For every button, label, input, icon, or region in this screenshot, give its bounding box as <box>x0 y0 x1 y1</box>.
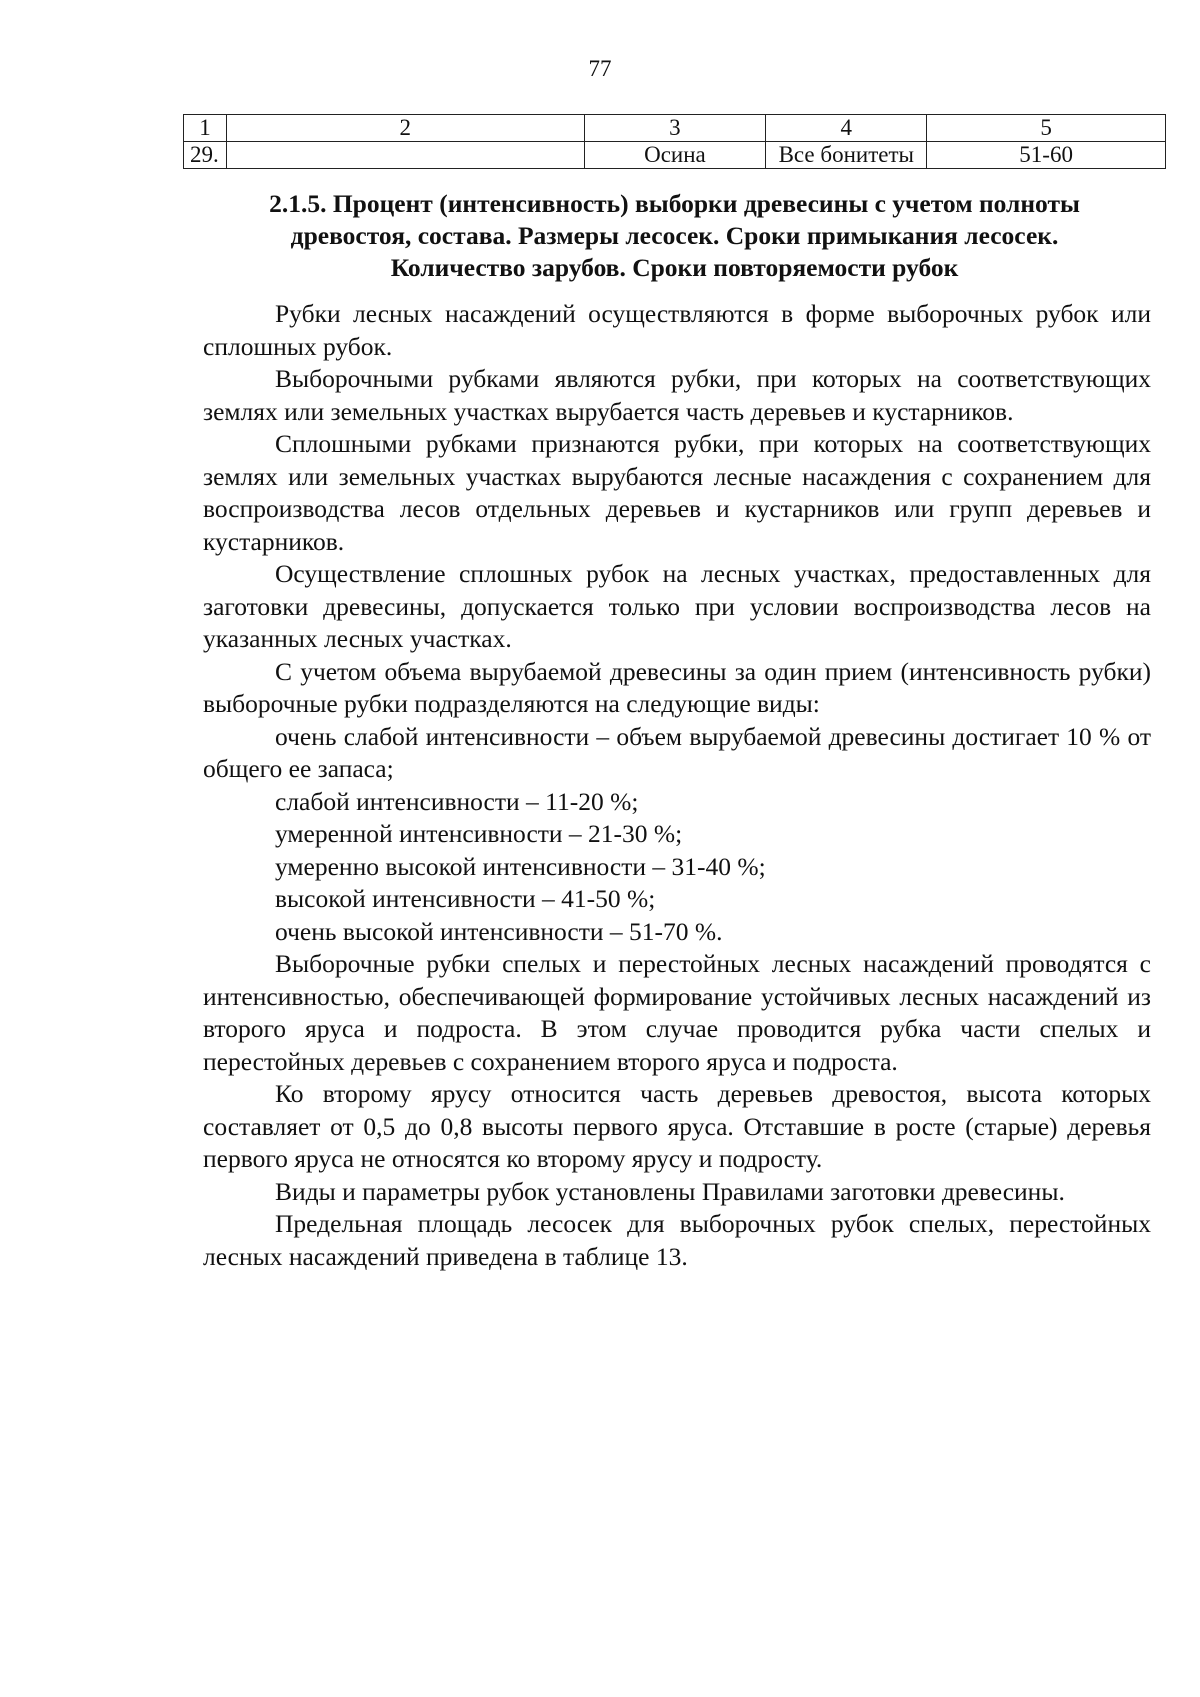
paragraph: С учетом объема вырубаемой древесины за один прием (интенсивность рубки) выборочные рубки подразделяются на следующие виды: <box>203 656 1151 718</box>
table-cell: Все бонитеты <box>766 142 927 169</box>
heading-line: 2.1.5. Процент (интенсивность) выборки древесины с учетом полноты <box>269 189 1080 218</box>
paragraph: Рубки лесных насаждений осуществляются в форме выборочных рубок или сплошных рубок. <box>203 299 1151 361</box>
table-row <box>184 142 1166 169</box>
table-cell: 2 <box>226 115 584 142</box>
table-cell <box>226 142 584 169</box>
table-cell: 3 <box>584 115 766 142</box>
list-item: умеренно высокой интенсивности – 31-40 %; <box>275 851 766 881</box>
table-cell: 5 <box>927 115 1166 142</box>
list-item: очень слабой интенсивности – объем вырубаемой древесины достигает 10 % от общего ее запаса; <box>203 721 1151 783</box>
heading-line: древостоя, состава. Размеры лесосек. Сроки примыкания лесосек. <box>290 221 1059 250</box>
paragraph: Осуществление сплошных рубок на лесных участках, предоставленных для заготовки древесины, допускается только при условии воспроизводства лесов на указанных лесных участках. <box>203 559 1151 653</box>
paragraph: Сплошными рубками признаются рубки, при которых на соответствующих землях или земельных участках вырубаются лесные насаждения с сохранением для воспроизводства лесов отдельных деревьев и кустарников или групп деревьев и кустарников. <box>203 429 1151 556</box>
list-item: умеренной интенсивности – 21-30 %; <box>275 819 683 848</box>
paragraph: Предельная площадь лесосек для выборочных рубок спелых, перестойных лесных насаждений приведена в таблице 13. <box>203 1209 1151 1271</box>
body-text <box>203 298 1151 1273</box>
heading-line: Количество зарубов. Сроки повторяемости рубок <box>390 253 959 282</box>
paragraph: Ко второму ярусу относится часть деревьев древостоя, высота которых составляет от 0,5 до 0,8 высоты первого яруса. Отставшие в росте (старые) деревья первого яруса не относятся ко второму ярусу и подросту. <box>203 1079 1151 1173</box>
table-cell: 51-60 <box>927 142 1166 169</box>
table-cell: 4 <box>766 115 927 142</box>
paragraph: Выборочные рубки спелых и перестойных лесных насаждений проводятся с интенсивностью, обеспечивающей формирование устойчивых лесных насаждений из второго яруса и подроста. В этом случае проводится рубка части спелых и перестойных деревьев с сохранением второго яруса и подроста. <box>203 949 1151 1076</box>
table-cell: 1 <box>184 115 227 142</box>
table-cell: Осина <box>584 142 766 169</box>
page-number: 77 <box>588 56 612 81</box>
list-item: высокой интенсивности – 41-50 %; <box>275 884 656 913</box>
list-item: слабой интенсивности – 11-20 %; <box>275 786 639 816</box>
table-cell: 29. <box>184 142 227 169</box>
paragraph: Выборочными рубками являются рубки, при которых на соответствующих землях или земельных участках вырубается часть деревьев и кустарников. <box>203 364 1151 426</box>
list-item: очень высокой интенсивности – 51-70 %. <box>275 916 723 946</box>
table-header-row <box>184 115 1166 142</box>
section-heading <box>183 188 1166 284</box>
paragraph: Виды и параметры рубок установлены Правилами заготовки древесины. <box>275 1176 1065 1206</box>
continuation-table <box>183 114 1166 169</box>
